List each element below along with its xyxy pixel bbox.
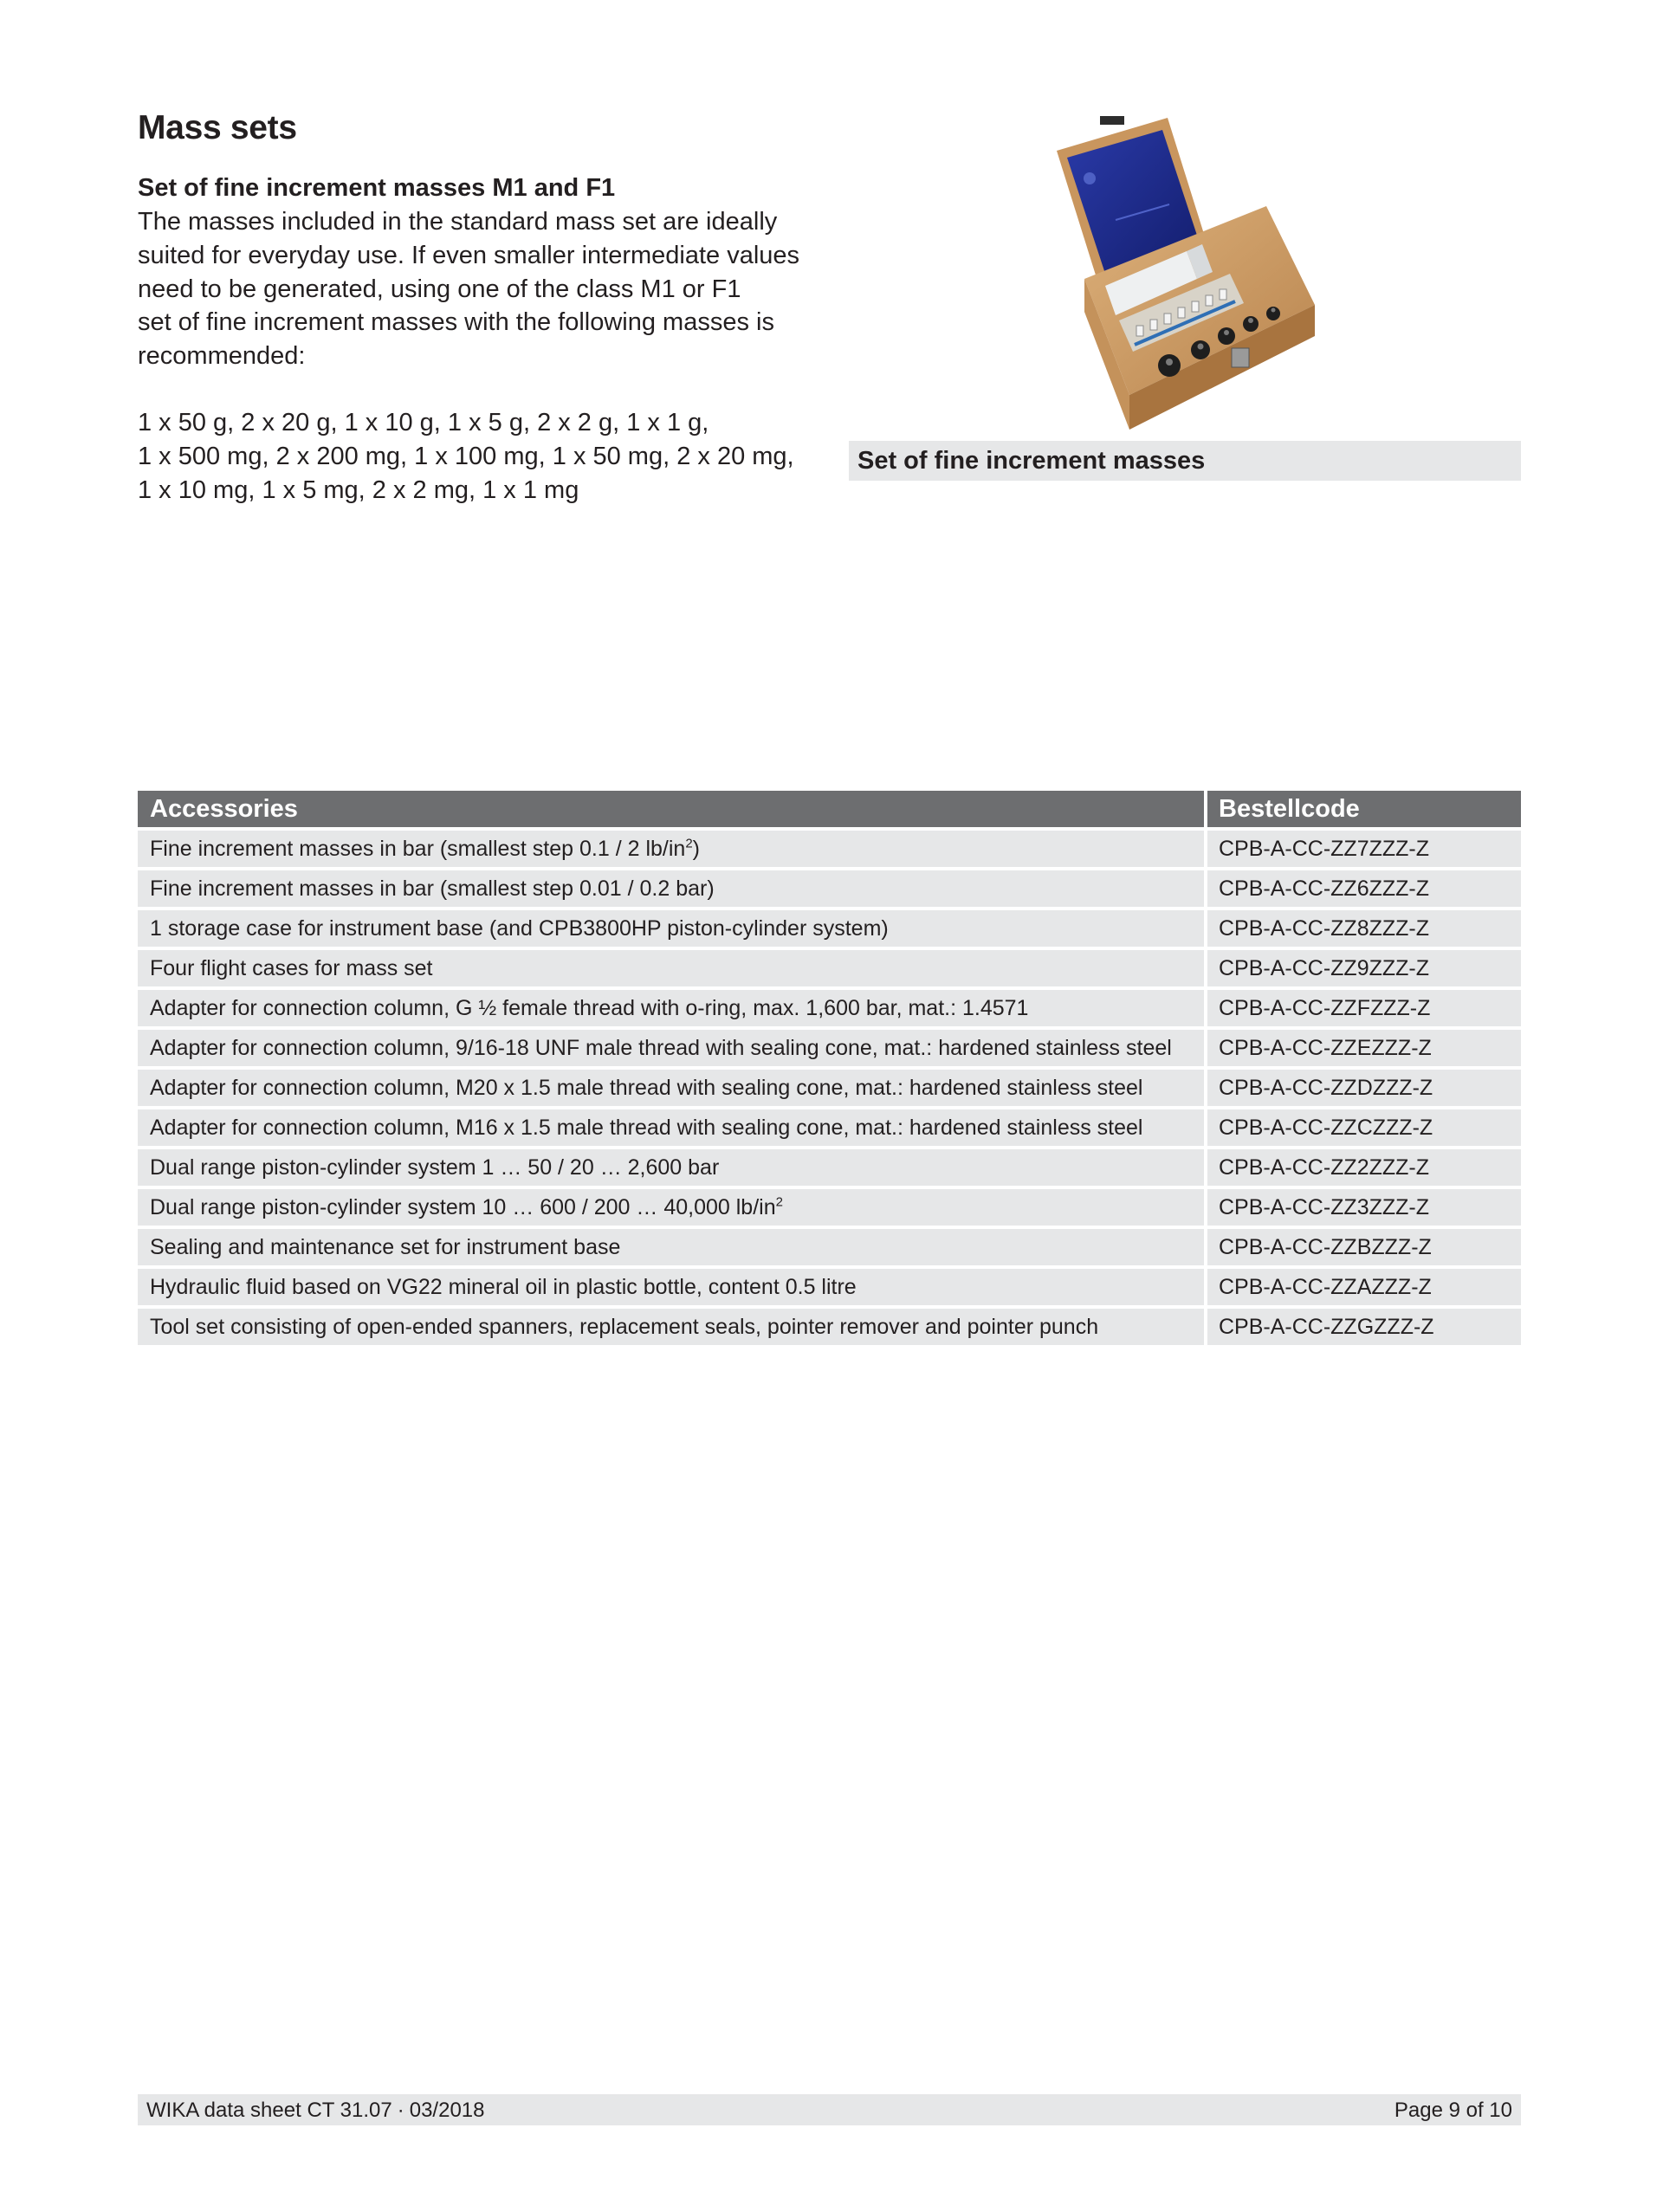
page-title: Mass sets [138, 109, 297, 146]
accessories-table [138, 791, 1521, 1349]
accessory-description: Fine increment masses in bar (smallest step 0.1 / 2 $lb/in^2$) [138, 831, 1204, 867]
table-row [138, 1030, 1521, 1066]
table-row [138, 950, 1521, 986]
order-code: CPB-A-CC-ZZ3ZZZ-Z [1207, 1189, 1521, 1226]
mass-set-case-image [1039, 109, 1334, 430]
accessory-description: Fine increment masses in bar (smallest step 0.01 / 0.2 bar) [138, 870, 1204, 907]
accessory-description: 1 storage case for instrument base (and CPB3800HP piston-cylinder system) [138, 910, 1204, 947]
accessory-description: Four flight cases for mass set [138, 950, 1204, 986]
column-header-bestellcode: Bestellcode [1207, 791, 1521, 827]
table-row [138, 910, 1521, 947]
order-code: CPB-A-CC-ZZGZZZ-Z [1207, 1309, 1521, 1345]
order-code: CPB-A-CC-ZZAZZZ-Z [1207, 1269, 1521, 1305]
paragraph-line: need to be generated, using one of the class M1 or F1 [138, 275, 741, 303]
order-code: CPB-A-CC-ZZBZZZ-Z [1207, 1229, 1521, 1265]
order-code: CPB-A-CC-ZZ6ZZZ-Z [1207, 870, 1521, 907]
order-code: CPB-A-CC-ZZ7ZZZ-Z [1207, 831, 1521, 867]
order-code: CPB-A-CC-ZZCZZZ-Z [1207, 1109, 1521, 1146]
paragraph-line: The masses included in the standard mass set are ideally [138, 208, 778, 236]
column-header-accessories: Accessories [138, 791, 1204, 827]
table-row [138, 1269, 1521, 1305]
accessory-description: Adapter for connection column, 9/16-18 UNF male thread with sealing cone, mat.: hardened stainless steel [138, 1030, 1204, 1066]
footer-page-number: Page 9 of 10 [1394, 2099, 1512, 2122]
table-row [138, 1309, 1521, 1345]
table-row [138, 831, 1521, 867]
accessory-description: Tool set consisting of open-ended spanners, replacement seals, pointer remover and pointer punch [138, 1309, 1204, 1345]
order-code: CPB-A-CC-ZZEZZZ-Z [1207, 1030, 1521, 1066]
table-header-row [138, 791, 1521, 827]
page-footer [138, 2094, 1521, 2125]
order-code: CPB-A-CC-ZZFZZZ-Z [1207, 990, 1521, 1026]
table-row [138, 990, 1521, 1026]
subheading: Set of fine increment masses M1 and F1 [138, 174, 616, 202]
masses-line: 1 x 10 mg, 1 x 5 mg, 2 x 2 mg, 1 x 1 mg [138, 476, 579, 504]
accessory-description: Dual range piston-cylinder system 10 … 600 / 200 … 40,000 $lb/in^2$ [138, 1189, 1204, 1226]
paragraph-line: suited for everyday use. If even smaller intermediate values [138, 242, 800, 269]
table-row [138, 1229, 1521, 1265]
table-row [138, 1149, 1521, 1186]
order-code: CPB-A-CC-ZZ2ZZZ-Z [1207, 1149, 1521, 1186]
order-code: CPB-A-CC-ZZDZZZ-Z [1207, 1070, 1521, 1106]
paragraph-line: recommended: [138, 342, 306, 370]
order-code: CPB-A-CC-ZZ9ZZZ-Z [1207, 950, 1521, 986]
table-row [138, 1109, 1521, 1146]
accessory-description: Adapter for connection column, M16 x 1.5 male thread with sealing cone, mat.: hardened stainless steel [138, 1109, 1204, 1146]
accessory-description: Sealing and maintenance set for instrument base [138, 1229, 1204, 1265]
accessory-description: Adapter for connection column, M20 x 1.5 male thread with sealing cone, mat.: hardened stainless steel [138, 1070, 1204, 1106]
paragraph-line: set of fine increment masses with the following masses is [138, 308, 774, 336]
accessory-description: Hydraulic fluid based on VG22 mineral oil in plastic bottle, content 0.5 litre [138, 1269, 1204, 1305]
masses-line: 1 x 500 mg, 2 x 200 mg, 1 x 100 mg, 1 x 50 mg, 2 x 20 mg, [138, 443, 794, 470]
table-row [138, 1189, 1521, 1226]
accessory-description: Adapter for connection column, G ½ female thread with o-ring, max. 1,600 bar, mat.: 1.4571 [138, 990, 1204, 1026]
footer-document-id: WIKA data sheet CT 31.07 ∙ 03/2018 [146, 2099, 485, 2122]
masses-line: 1 x 50 g, 2 x 20 g, 1 x 10 g, 1 x 5 g, 2 x 2 g, 1 x 1 g, [138, 409, 709, 437]
table-row [138, 870, 1521, 907]
order-code: CPB-A-CC-ZZ8ZZZ-Z [1207, 910, 1521, 947]
table-row [138, 1070, 1521, 1106]
figure-caption-text: Set of fine increment masses [857, 447, 1206, 475]
figure-caption [849, 441, 1521, 481]
accessory-description: Dual range piston-cylinder system 1 … 50 / 20 … 2,600 bar [138, 1149, 1204, 1186]
